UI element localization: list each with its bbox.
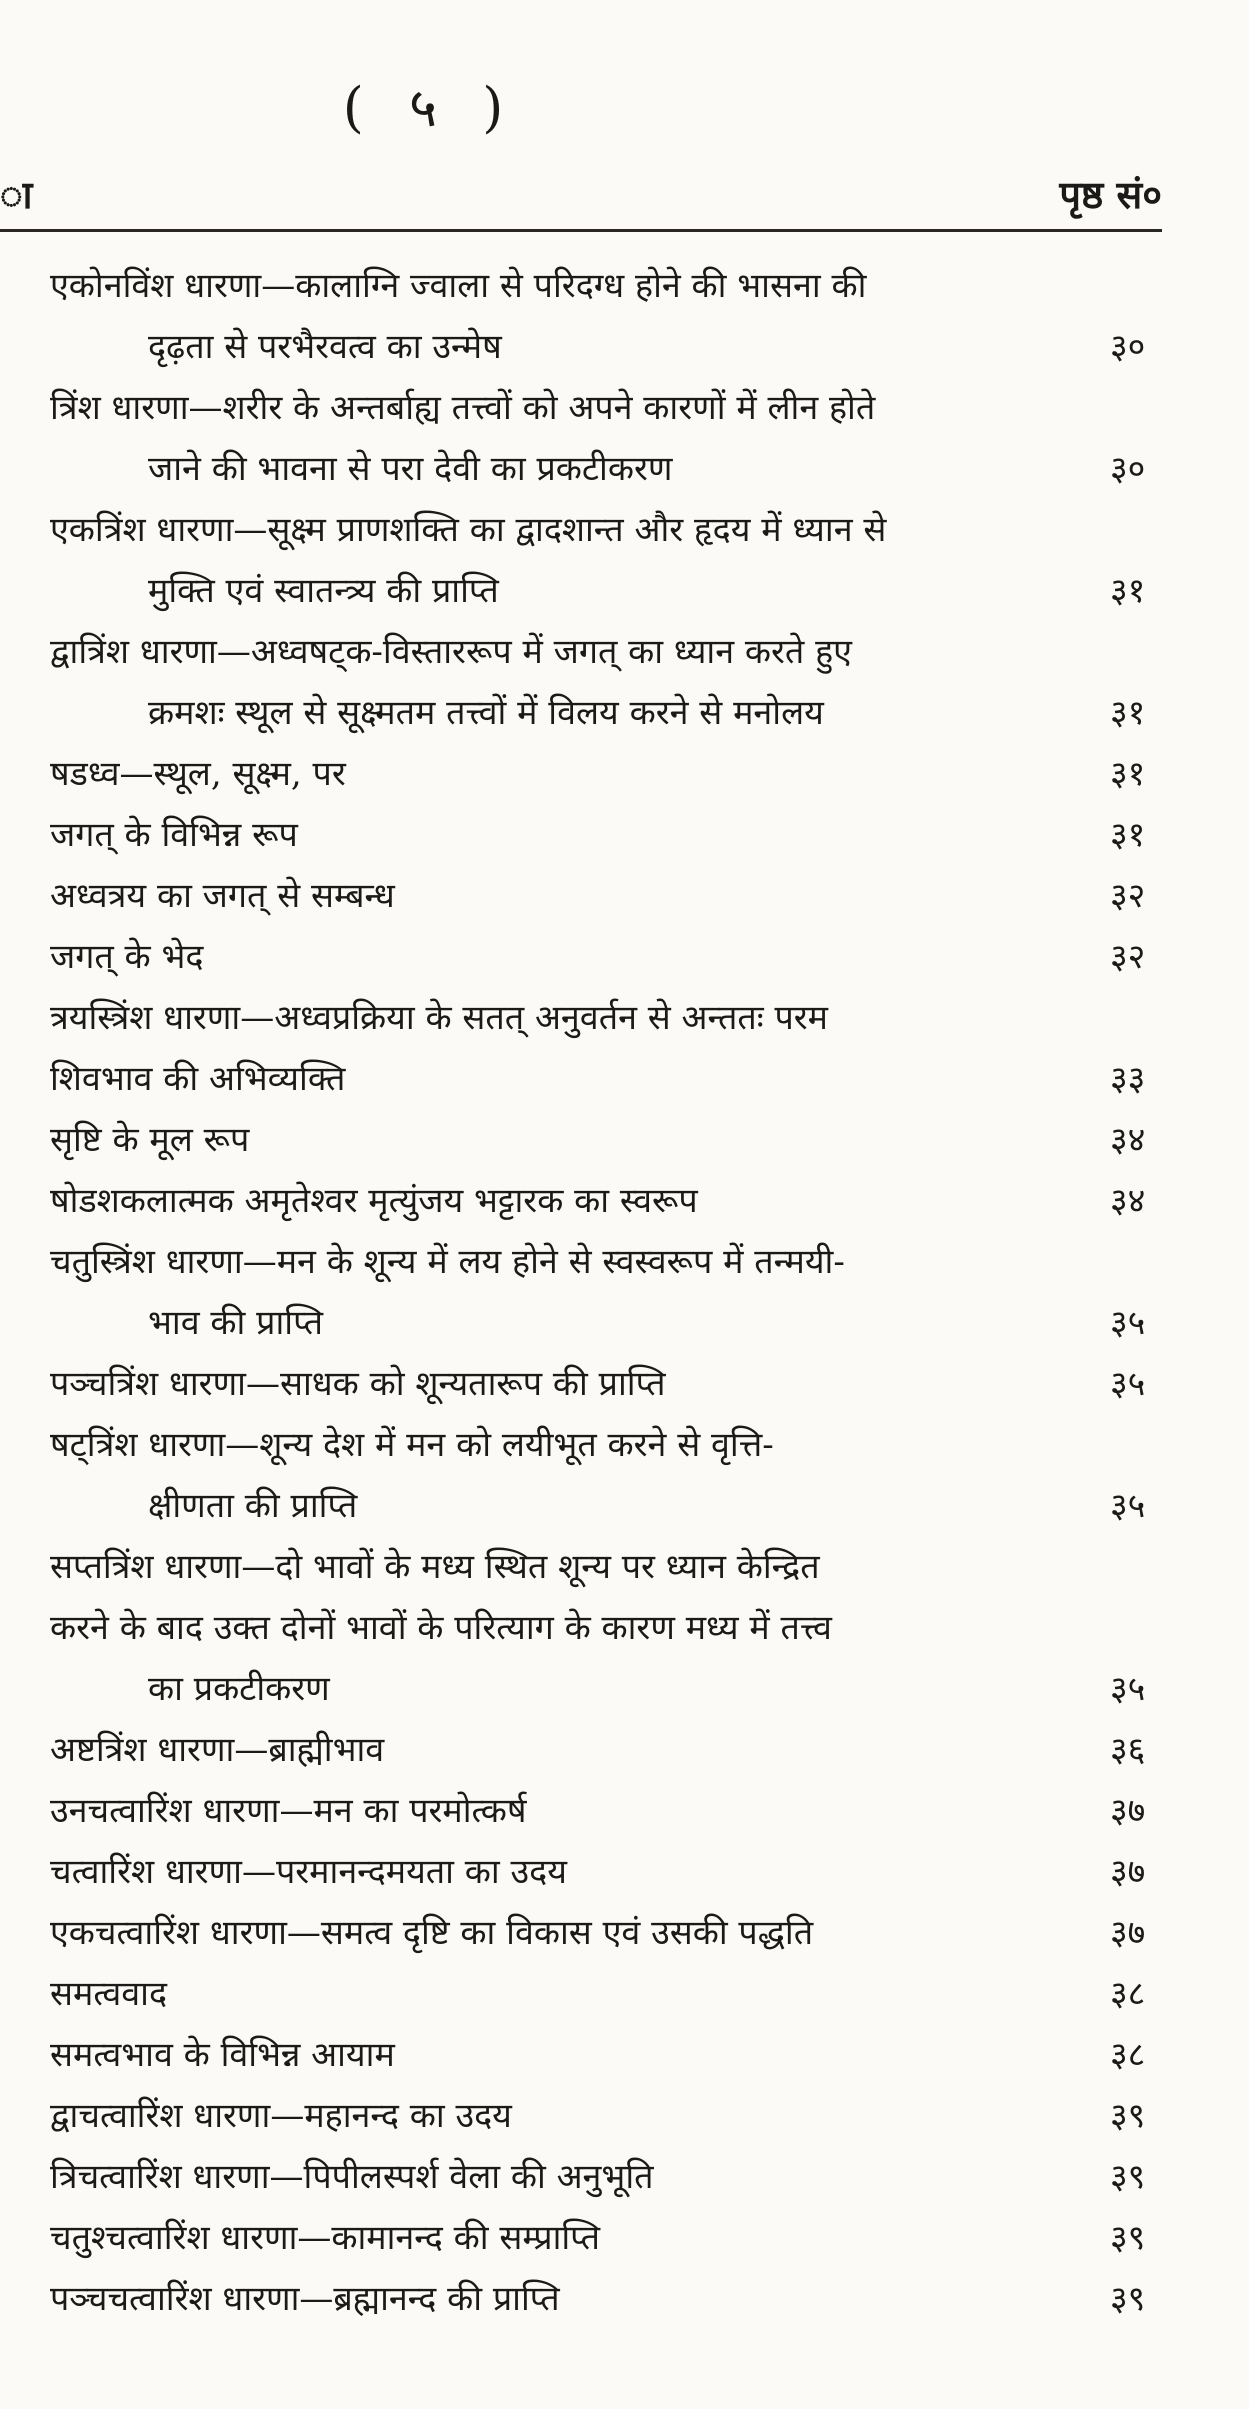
toc-entry-text: शिवभाव की अभिव्यक्ति xyxy=(50,1059,346,1099)
toc-page-number: ३० xyxy=(1110,327,1146,367)
toc-entry-text: जगत् के भेद xyxy=(50,937,204,977)
toc-entry-text: द्वाचत्वारिंश धारणा—महानन्द का उदय xyxy=(50,2096,512,2136)
toc-entry-text: त्रिंश धारणा—शरीर के अन्तर्बाह्य तत्त्वों को अपने कारणों में लीन होते xyxy=(50,388,876,428)
toc-entry-text: त्रयस्त्रिंश धारणा—अध्वप्रक्रिया के सतत् अनुवर्तन से अन्ततः परम xyxy=(50,998,828,1038)
toc-entry-text: जाने की भावना से परा देवी का प्रकटीकरण xyxy=(148,449,673,489)
toc-line xyxy=(0,1354,1249,1414)
toc-entry-text: अध्वत्रय का जगत् से सम्बन्ध xyxy=(50,876,395,916)
toc-line xyxy=(0,1049,1249,1109)
toc-page-number: ३९ xyxy=(1110,2096,1146,2136)
toc-page-number: ३१ xyxy=(1110,693,1146,733)
toc-line xyxy=(0,866,1249,926)
toc-line xyxy=(0,1842,1249,1902)
header-left-fragment: ा xyxy=(0,172,33,217)
toc-entry-text: षडध्व—स्थूल, सूक्ष्म, पर xyxy=(50,754,346,794)
page-number-column-header: पृष्ठ सं० xyxy=(1059,172,1162,217)
toc-entry-text: क्षीणता की प्राप्ति xyxy=(148,1486,358,1526)
toc-page-number: ३७ xyxy=(1110,1852,1146,1892)
toc-entry-text: क्रमशः स्थूल से सूक्ष्मतम तत्त्वों में विलय करने से मनोलय xyxy=(148,693,824,733)
toc-entry-text: उनचत्वारिंश धारणा—मन का परमोत्कर्ष xyxy=(50,1791,527,1831)
toc-entry-text: सृष्टि के मूल रूप xyxy=(50,1120,250,1160)
toc-entry-text: पञ्चत्रिंश धारणा—साधक को शून्यतारूप की प्राप्ति xyxy=(50,1364,666,1404)
toc-line xyxy=(0,744,1249,804)
table-header xyxy=(0,168,1162,230)
toc-line xyxy=(0,256,1249,316)
toc-page-number: ३२ xyxy=(1110,876,1146,916)
header-divider xyxy=(0,229,1162,232)
toc-line xyxy=(0,1964,1249,2024)
toc-page-number: ३० xyxy=(1110,449,1146,489)
toc-line xyxy=(0,1232,1249,1292)
toc-line xyxy=(0,988,1249,1048)
toc-line xyxy=(0,378,1249,438)
toc-page-number: ३१ xyxy=(1110,815,1146,855)
toc-entry-text: एकत्रिंश धारणा—सूक्ष्म प्राणशक्ति का द्वादशान्त और हृदय में ध्यान से xyxy=(50,510,887,550)
toc-page-number: ३२ xyxy=(1110,937,1146,977)
toc-page-number: ३३ xyxy=(1110,1059,1146,1099)
toc-page-number: ३५ xyxy=(1110,1486,1146,1526)
toc-entry-text: दृढ़ता से परभैरवत्व का उन्मेष xyxy=(148,327,502,367)
toc-page-number: ३७ xyxy=(1110,1913,1146,1953)
toc-page-number: ३८ xyxy=(1110,2035,1146,2075)
toc-page-number: ३६ xyxy=(1110,1730,1146,1770)
toc-page-number: ३५ xyxy=(1110,1364,1146,1404)
toc-page-number: ३९ xyxy=(1110,2157,1146,2197)
toc-line xyxy=(0,1720,1249,1780)
toc-entry-text: एकोनविंश धारणा—कालाग्नि ज्वाला से परिदग्ध होने की भासना की xyxy=(50,266,867,306)
toc-line xyxy=(0,2208,1249,2268)
toc-entry-text: पञ्चचत्वारिंश धारणा—ब्रह्मानन्द की प्राप्ति xyxy=(50,2279,560,2319)
toc-line xyxy=(0,561,1249,621)
toc-entry-text: अष्टत्रिंश धारणा—ब्राह्मीभाव xyxy=(50,1730,385,1770)
toc-line xyxy=(0,2025,1249,2085)
toc-page-number: ३१ xyxy=(1110,571,1146,611)
toc-entry-text: षोडशकलात्मक अमृतेश्वर मृत्युंजय भट्टारक का स्वरूप xyxy=(50,1181,698,1221)
toc-line xyxy=(0,1415,1249,1475)
toc-entry-text: द्वात्रिंश धारणा—अध्वषट्क-विस्ताररूप में जगत् का ध्यान करते हुए xyxy=(50,632,852,672)
toc-entry-text: चतुस्त्रिंश धारणा—मन के शून्य में लय होने से स्वस्वरूप में तन्मयी- xyxy=(50,1242,845,1282)
toc-entry-text: त्रिचत्वारिंश धारणा—पिपीलस्पर्श वेला की अनुभूति xyxy=(50,2157,654,2197)
toc-line xyxy=(0,2269,1249,2329)
toc-page-number: ३४ xyxy=(1110,1120,1146,1160)
toc-page-number: ३९ xyxy=(1110,2218,1146,2258)
toc-page-number: ३५ xyxy=(1110,1669,1146,1709)
toc-line xyxy=(0,1659,1249,1719)
toc-line xyxy=(0,1293,1249,1353)
toc-page-number: ३१ xyxy=(1110,754,1146,794)
toc-entry-text: सप्तत्रिंश धारणा—दो भावों के मध्य स्थित शून्य पर ध्यान केन्द्रित xyxy=(50,1547,820,1587)
toc-entry-text: षट्त्रिंश धारणा—शून्य देश में मन को लयीभूत करने से वृत्ति- xyxy=(50,1425,774,1465)
page-number: ( ५ ) xyxy=(342,76,518,139)
toc-page-number: ३९ xyxy=(1110,2279,1146,2319)
toc-entry-text: चत्वारिंश धारणा—परमानन्दमयता का उदय xyxy=(50,1852,567,1892)
toc-page-number: ३५ xyxy=(1110,1303,1146,1343)
toc-page-number: ३४ xyxy=(1110,1181,1146,1221)
toc-line xyxy=(0,805,1249,865)
toc-entry-text: चतुश्चत्वारिंश धारणा—कामानन्द की सम्प्राप्ति xyxy=(50,2218,601,2258)
toc-line xyxy=(0,1598,1249,1658)
toc-line xyxy=(0,2086,1249,2146)
toc-line xyxy=(0,683,1249,743)
toc-entry-text: एकचत्वारिंश धारणा—समत्व दृष्टि का विकास एवं उसकी पद्धति xyxy=(50,1913,814,1953)
toc-entry-text: का प्रकटीकरण xyxy=(148,1669,330,1709)
toc-line xyxy=(0,1476,1249,1536)
toc-entry-text: समत्ववाद xyxy=(50,1974,167,2014)
toc-line xyxy=(0,1171,1249,1231)
toc-line xyxy=(0,622,1249,682)
toc-entry-text: जगत् के विभिन्न रूप xyxy=(50,815,298,855)
toc-line xyxy=(0,500,1249,560)
toc-entry-text: समत्वभाव के विभिन्न आयाम xyxy=(50,2035,395,2075)
toc-line xyxy=(0,439,1249,499)
toc-line xyxy=(0,1110,1249,1170)
toc-line xyxy=(0,2147,1249,2207)
toc-page-number: ३७ xyxy=(1110,1791,1146,1831)
toc-line xyxy=(0,1781,1249,1841)
toc-entry-text: भाव की प्राप्ति xyxy=(148,1303,323,1343)
toc-entry-text: करने के बाद उक्त दोनों भावों के परित्याग के कारण मध्य में तत्त्व xyxy=(50,1608,832,1648)
toc-line xyxy=(0,317,1249,377)
toc-line xyxy=(0,1537,1249,1597)
toc-line xyxy=(0,927,1249,987)
toc-page-number: ३८ xyxy=(1110,1974,1146,2014)
toc-line xyxy=(0,1903,1249,1963)
toc-entry-text: मुक्ति एवं स्वातन्त्र्य की प्राप्ति xyxy=(148,571,499,611)
